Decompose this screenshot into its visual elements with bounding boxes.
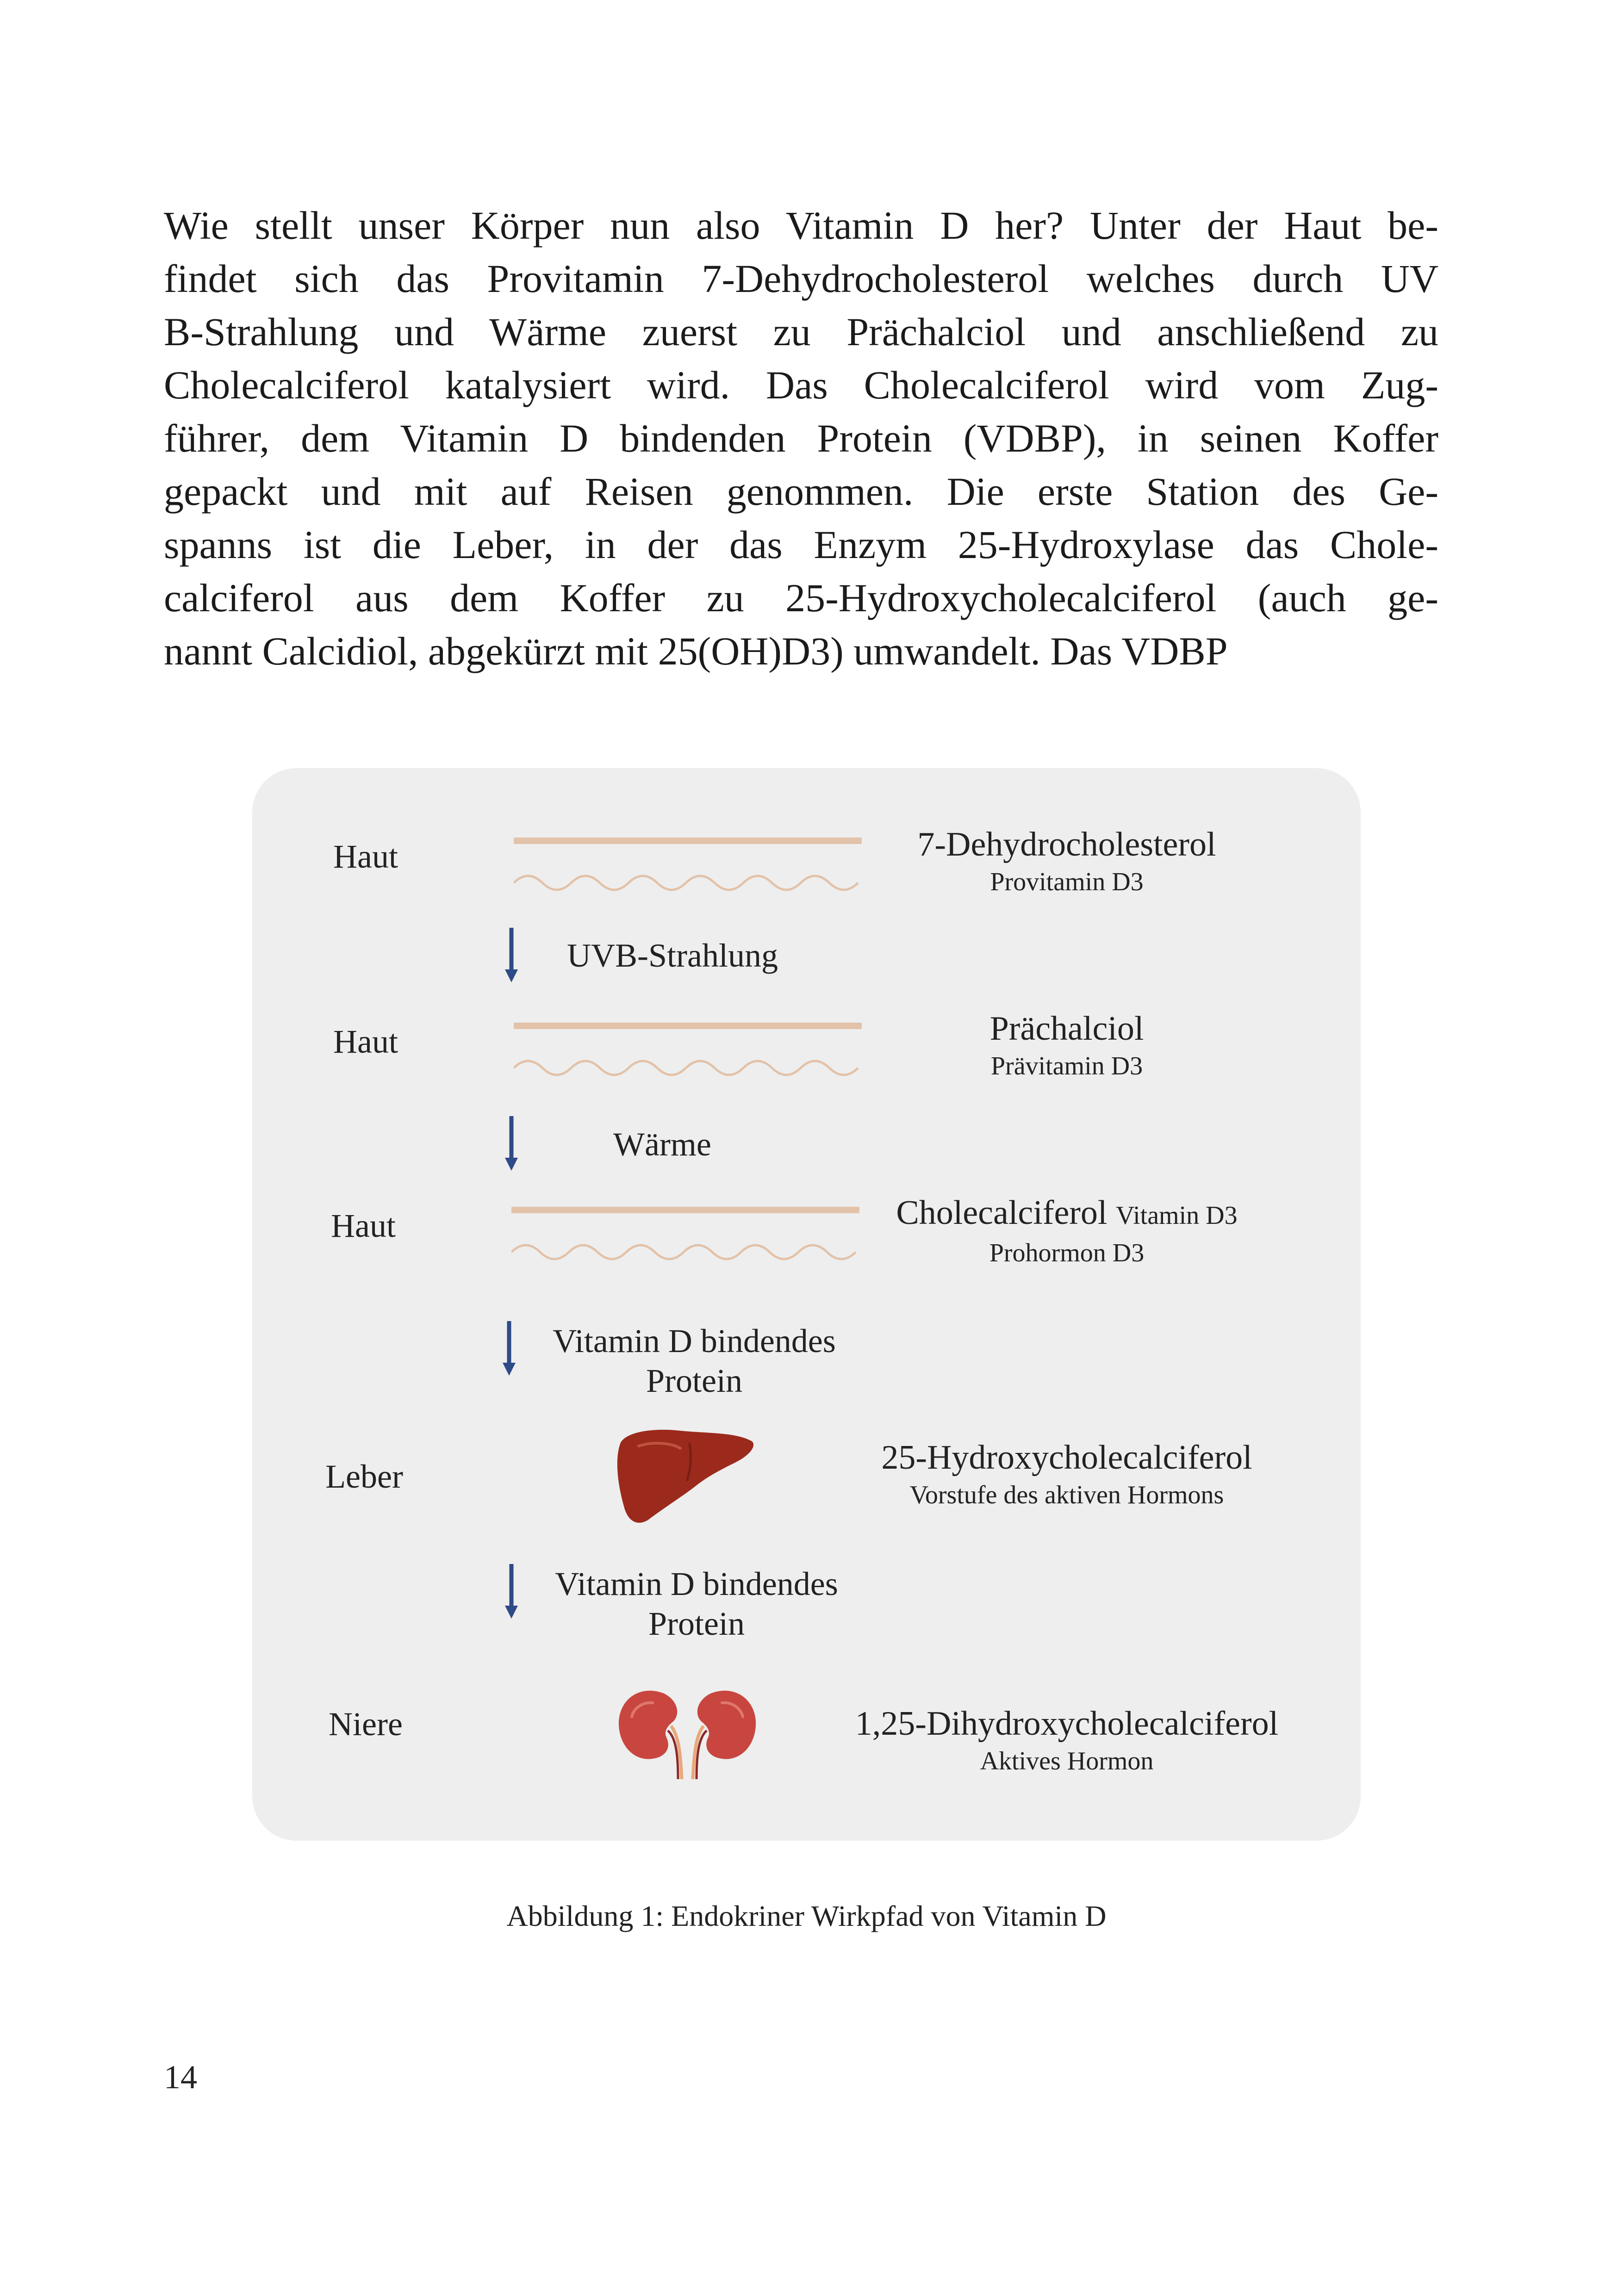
- body-paragraph: [164, 199, 1438, 678]
- down-arrow-icon: [502, 928, 521, 983]
- organ-label-skin: Haut: [331, 1207, 396, 1244]
- skin-surface-line: [514, 838, 862, 844]
- down-arrow-icon: [502, 1116, 521, 1172]
- figure-caption: Abbildung 1: Endokriner Wirkpfad von Vitamin D: [506, 1899, 1107, 1932]
- skin-wave-icon: [511, 1235, 859, 1262]
- compound-subtitle: Prävitamin D3: [990, 1052, 1143, 1080]
- compound-cholecalciferol: [849, 1192, 1284, 1270]
- text-line: spanns ist die Leber, in der das Enzym 25-Hydroxylase das Chole-: [164, 522, 1438, 567]
- skin-wave-icon: [514, 865, 862, 893]
- step-label-line: Vitamin D bindendes: [555, 1565, 838, 1602]
- compound-subtitle: Vorstufe des aktiven Hormons: [909, 1481, 1224, 1509]
- step-label-line: Protein: [648, 1605, 745, 1642]
- step-label-heat: Wärme: [613, 1126, 711, 1163]
- compound-name: 7-Dehydrocholesterol: [917, 825, 1216, 863]
- skin-surface-line: [511, 1207, 859, 1213]
- page-number: 14: [164, 2059, 197, 2096]
- down-arrow-icon: [502, 1564, 521, 1620]
- kidneys-icon: [613, 1684, 761, 1781]
- compound-subtitle: Aktives Hormon: [980, 1747, 1154, 1775]
- step-label-line: Protein: [646, 1362, 742, 1399]
- text-line: Cholecalciferol katalysiert wird. Das Cholecalciferol wird vom Zug-: [164, 363, 1438, 407]
- organ-label-skin: Haut: [333, 1023, 398, 1060]
- compound-1-25-dihydroxycholecalciferol: [849, 1703, 1284, 1778]
- compound-25-hydroxycholecalciferol: [849, 1437, 1284, 1512]
- compound-7-dehydrocholesterol: [849, 824, 1284, 899]
- compound-name: Prächalciol: [989, 1010, 1144, 1048]
- compound-subtitle: Provitamin D3: [990, 868, 1144, 896]
- organ-label-skin: Haut: [333, 838, 398, 875]
- step-label-vdbp: [530, 1564, 863, 1644]
- text-line: führer, dem Vitamin D bindenden Protein (VDBP), in seinen Koffer: [164, 416, 1438, 460]
- compound-name: 1,25-Dihydroxycholecalciferol: [855, 1705, 1279, 1743]
- text-line: nannt Calcidiol, abgekürzt mit 25(OH)D3) umwandelt. Das VDBP: [164, 629, 1228, 673]
- compound-name-extra: Vitamin D3: [1116, 1201, 1238, 1230]
- step-label-line: Vitamin D bindendes: [553, 1322, 836, 1359]
- compound-name: 25-Hydroxycholecalciferol: [881, 1439, 1252, 1477]
- vitamin-d-pathway-figure: [252, 768, 1361, 1841]
- compound-subtitle: Prohormon D3: [989, 1239, 1145, 1267]
- step-label-vdbp: [528, 1321, 861, 1401]
- organ-label-kidney: Niere: [329, 1706, 403, 1743]
- text-line: findet sich das Provitamin 7-Dehydrocholesterol welches durch UV: [164, 256, 1438, 301]
- compound-name-row: [849, 1192, 1284, 1236]
- skin-wave-icon: [514, 1050, 862, 1078]
- step-label-uvb: UVB-Strahlung: [567, 937, 778, 974]
- compound-name: Cholecalciferol: [896, 1194, 1108, 1232]
- liver-icon: [611, 1425, 759, 1527]
- text-line: B-Strahlung und Wärme zuerst zu Prächalciol und anschließend zu: [164, 310, 1438, 354]
- organ-label-liver: Leber: [325, 1458, 403, 1495]
- down-arrow-icon: [500, 1321, 518, 1377]
- text-line: gepackt und mit auf Reisen genommen. Die erste Station des Ge-: [164, 469, 1438, 514]
- text-line: calciferol aus dem Koffer zu 25-Hydroxycholecalciferol (auch ge-: [164, 576, 1438, 620]
- compound-praecalciol: [849, 1008, 1284, 1083]
- text-line: Wie stellt unser Körper nun also Vitamin D her? Unter der Haut be-: [164, 203, 1438, 248]
- skin-surface-line: [514, 1023, 862, 1029]
